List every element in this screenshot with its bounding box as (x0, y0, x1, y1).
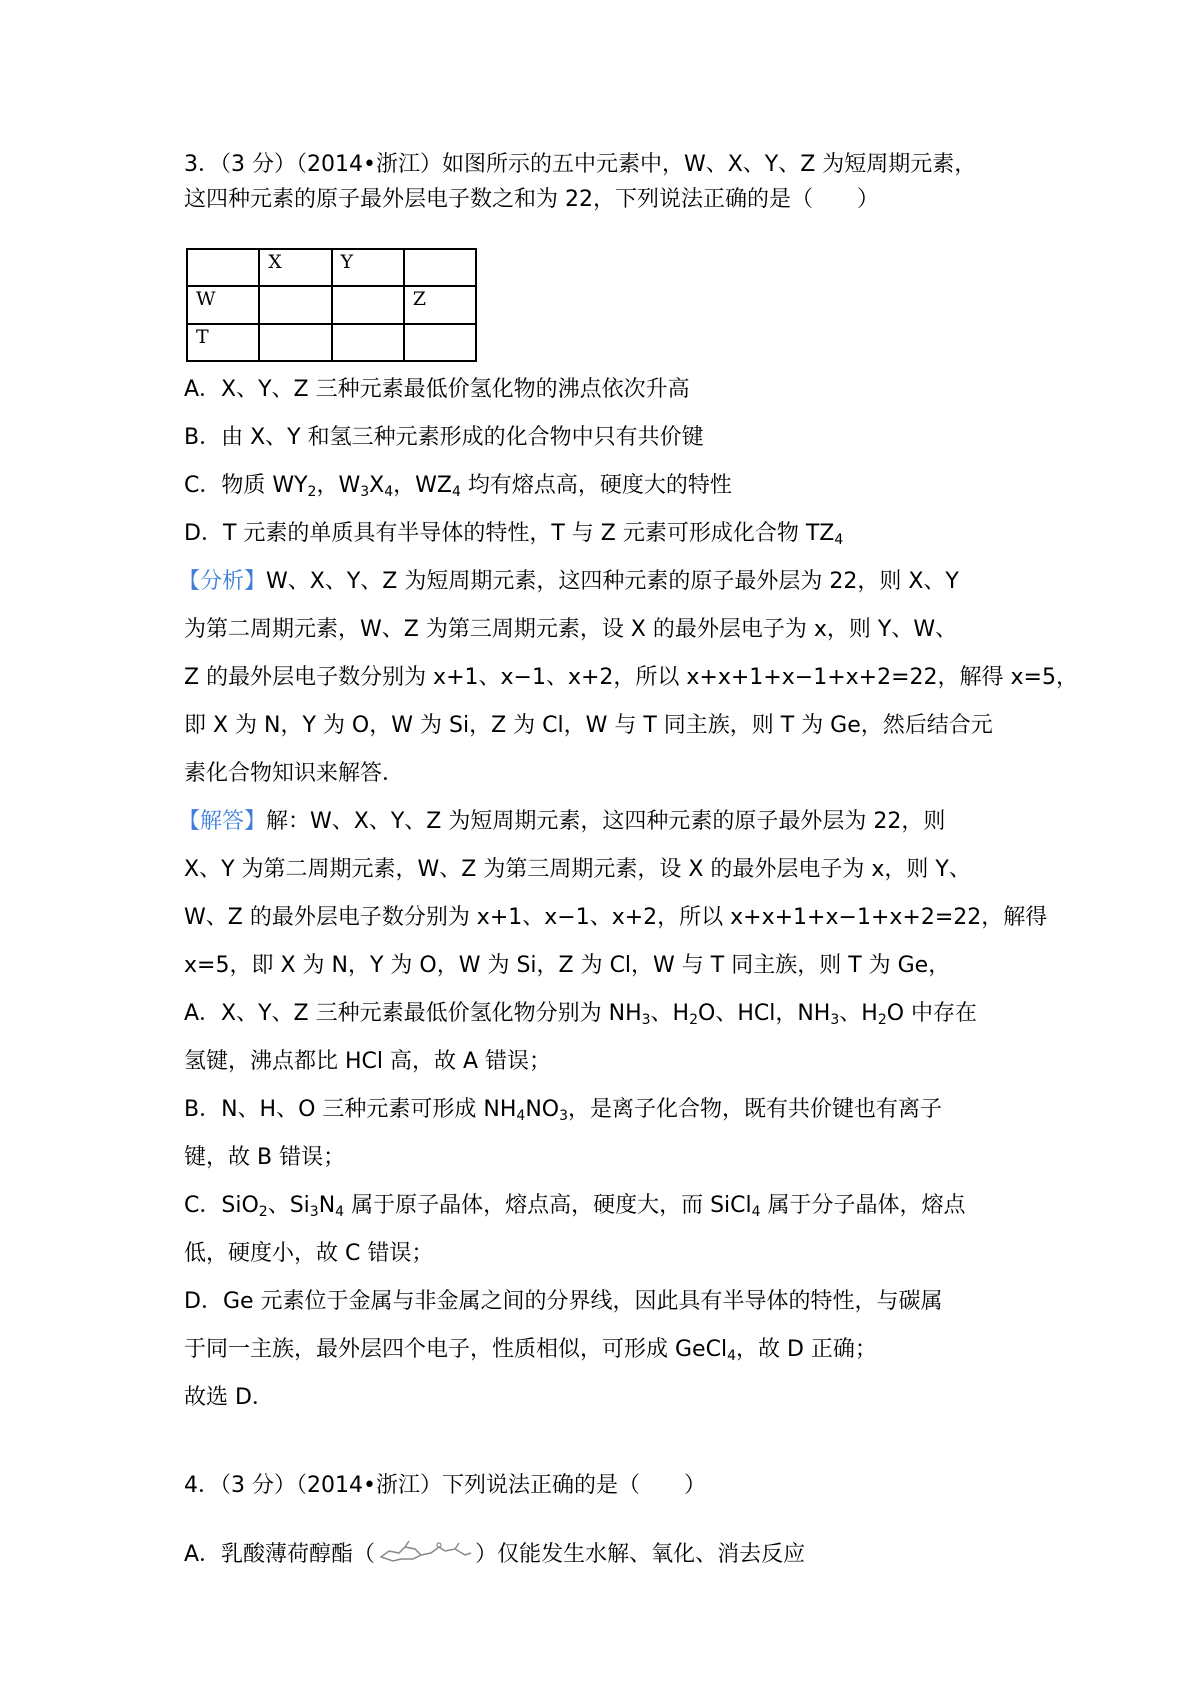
periodic-table-fragment (186, 248, 477, 362)
answer-c-line1: C．SiO$_2$、$Si_3N_4$ 属于原子晶体，熔点高，硬度大，而 SiCl$_4$ 属于分子晶体，熔点 (184, 1193, 966, 1220)
table-cell-w: W (187, 286, 259, 323)
q3-option-d: D．T 元素的单质具有半导体的特性，T 与 Z 元素可形成化合物 $TZ_4$ (184, 521, 844, 548)
analysis-line1: 【分析】W、X、Y、Z 为短周期元素，这四种元素的原子最外层为 22，则 X、Y (178, 569, 959, 594)
answer-line4: x=5，即 X 为 N，Y 为 O，W 为 Si，Z 为 Cl，W 与 T 同主族，则 T 为 Ge， (184, 953, 951, 978)
analysis-line4: 即 X 为 N，Y 为 O，W 为 Si，Z 为 Cl，W 与 T 同主族，则 T 为 Ge，然后结合元 (184, 713, 993, 738)
table-cell (259, 286, 331, 323)
answer-c-line2: 低，硬度小，故 C 错误； (184, 1241, 434, 1266)
analysis-label: 【分析】 (178, 569, 267, 594)
q4-stem: 4．（3 分）（2014•浙江）下列说法正确的是（ ） (184, 1473, 706, 1498)
table-row (187, 249, 476, 286)
answer-label: 【解答】 (178, 809, 267, 834)
table-row (187, 286, 476, 323)
molecule-structure-icon (375, 1537, 475, 1567)
table-cell-x: X (259, 249, 331, 286)
table-cell (404, 249, 476, 286)
analysis-line5: 素化合物知识来解答． (184, 761, 405, 786)
table-cell-y: Y (332, 249, 404, 286)
answer-d-line1: D．Ge 元素位于金属与非金属之间的分界线，因此具有半导体的特性，与碳属 (184, 1289, 943, 1314)
table-row (187, 324, 476, 361)
conclusion: 故选 D． (184, 1385, 274, 1410)
answer-line1: 【解答】解：W、X、Y、Z 为短周期元素，这四种元素的原子最外层为 22，则 (178, 809, 946, 834)
answer-line2: X、Y 为第二周期元素，W、Z 为第三周期元素，设 X 的最外层电子为 x，则 Y、 (184, 857, 971, 882)
q3-option-b: B．由 X、Y 和氢三种元素形成的化合物中只有共价键 (184, 425, 704, 450)
analysis-line3: Z 的最外层电子数分别为 x+1、x−1、x+2，所以 x+x+1+x−1+x+2=22，解得 x=5， (184, 665, 1078, 690)
answer-d-line2: 于同一主族，最外层四个电子，性质相似，可形成 GeCl$_4$，故 D 正确； (184, 1337, 877, 1364)
table-cell-z: Z (404, 286, 476, 323)
table-cell (259, 324, 331, 361)
table-cell (332, 324, 404, 361)
answer-b-line1: B．N、H、O 三种元素可形成 $NH_4NO_3$，是离子化合物，既有共价键也有离子 (184, 1097, 943, 1124)
answer-b-line2: 键，故 B 错误； (184, 1145, 346, 1170)
answer-a-line1: A．X、Y、Z 三种元素最低价氢化物分别为 $NH_3$、$H_2O$、HCl，$NH_3$、$H_2O$ 中存在 (184, 1001, 978, 1028)
answer-line3: W、Z 的最外层电子数分别为 x+1、x−1、x+2，所以 x+x+1+x−1+x+2=22，解得 (184, 905, 1048, 930)
table-cell (332, 286, 404, 323)
table-cell (404, 324, 476, 361)
q3-stem-line1: 3．（3 分）（2014•浙江）如图所示的五中元素中，W、X、Y、Z 为短周期元素， (184, 152, 977, 177)
q3-option-a: A．X、Y、Z 三种元素最低价氢化物的沸点依次升高 (184, 377, 690, 402)
q3-stem-line2: 这四种元素的原子最外层电子数之和为 22，下列说法正确的是（ ） (184, 187, 879, 212)
analysis-line2: 为第二周期元素，W、Z 为第三周期元素，设 X 的最外层电子为 x，则 Y、W、 (184, 617, 958, 642)
answer-a-line2: 氢键，沸点都比 HCl 高，故 A 错误； (184, 1049, 552, 1074)
table-cell (187, 249, 259, 286)
q4-option-a: A．乳酸薄荷醇酯（ ）仅能发生水解、氧化、消去反应 (184, 1537, 805, 1570)
table-cell-t: T (187, 324, 259, 361)
q3-option-c: C．物质 $WY_2$，$W_3X_4$，$WZ_4$ 均有熔点高，硬度大的特性 (184, 473, 732, 500)
